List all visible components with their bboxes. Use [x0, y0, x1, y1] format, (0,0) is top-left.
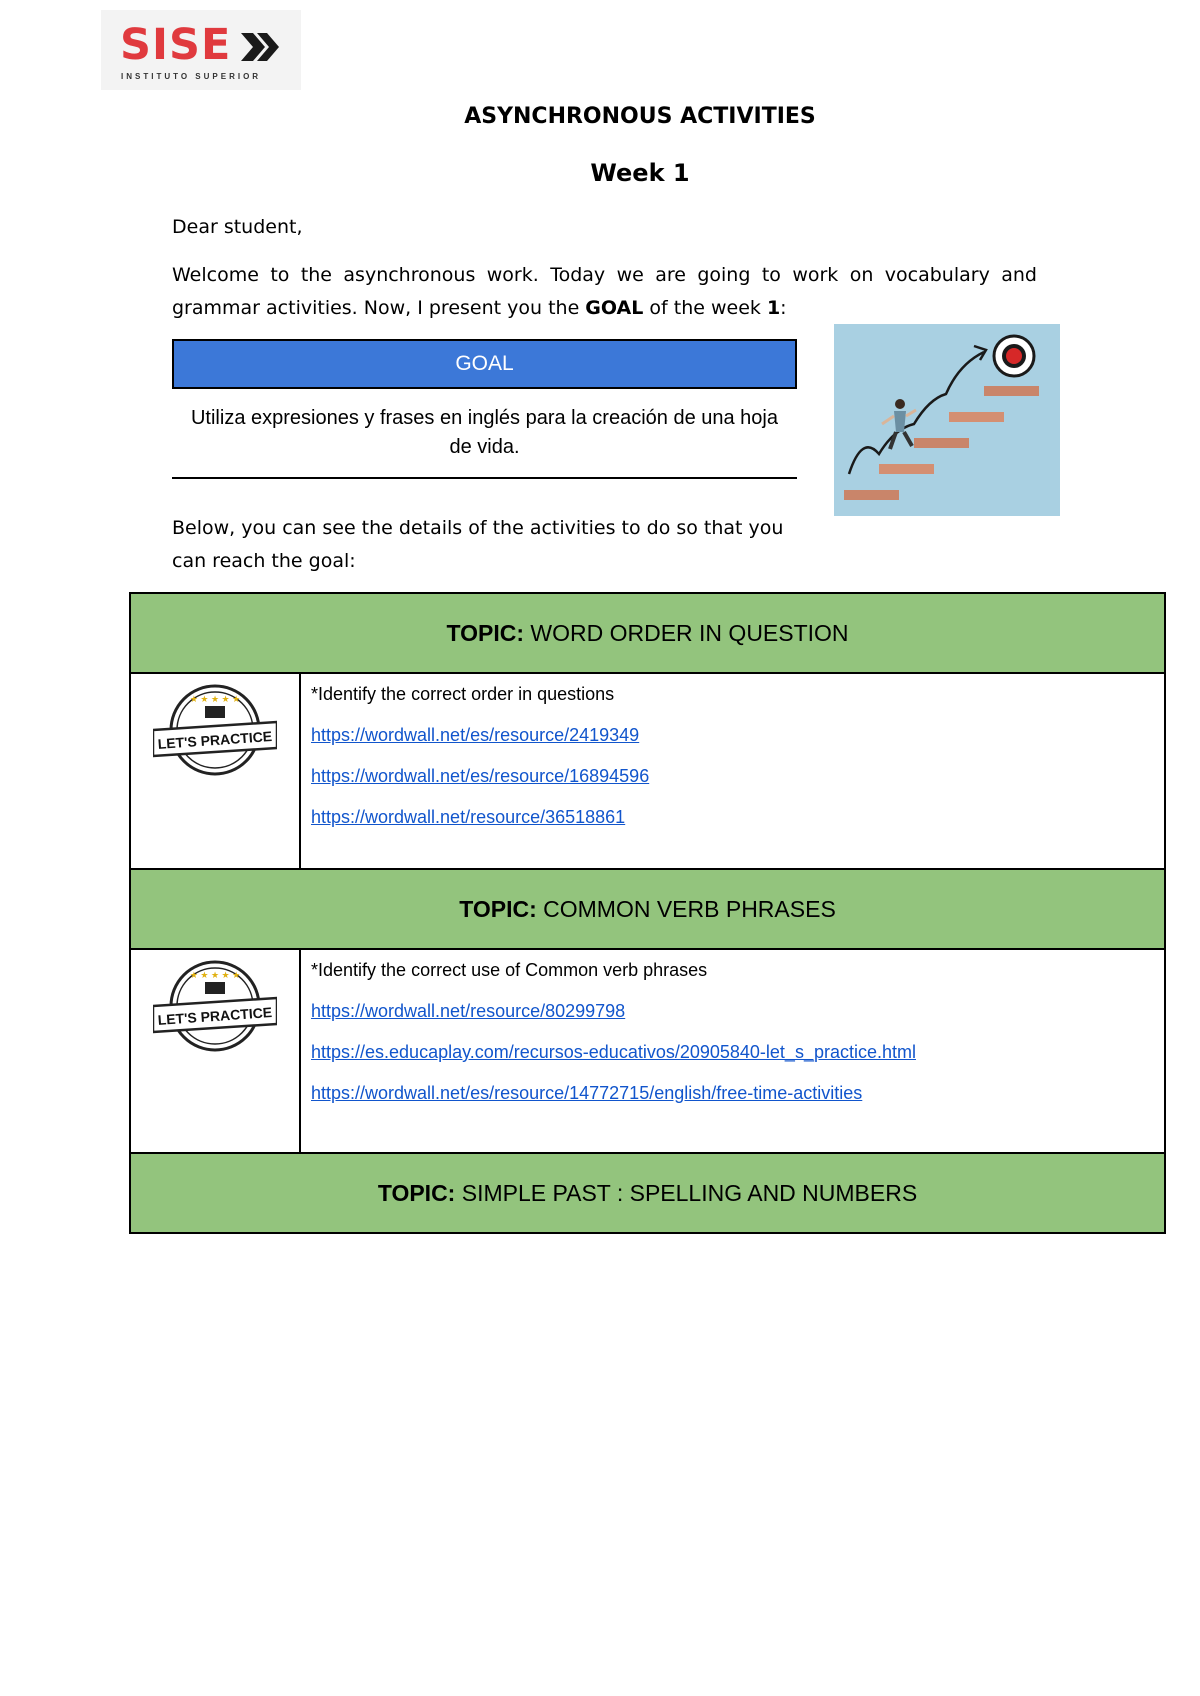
activity-link[interactable]: https://wordwall.net/es/resource/16894596	[311, 766, 650, 786]
goal-heading: GOAL	[172, 339, 797, 389]
badge-cell	[130, 949, 300, 1153]
topic-row	[130, 1153, 1165, 1233]
activity-link[interactable]: https://es.educaplay.com/recursos-educativos/20905840-let_s_practice.html	[311, 1042, 916, 1062]
lets-practice-badge-icon	[153, 958, 277, 1054]
goal-text: Utiliza expresiones y frases en inglés para la creación de una hoja de vida.	[172, 389, 797, 479]
badge-cell	[130, 673, 300, 869]
goal-box	[172, 339, 797, 481]
activity-link[interactable]: https://wordwall.net/resource/80299798	[311, 1001, 626, 1021]
svg-text:LET'S PRACTICE: LET'S PRACTICE	[157, 728, 273, 752]
activity-instruction: *Identify the correct use of Common verb phrases	[311, 960, 708, 980]
svg-text:★ ★ ★ ★ ★: ★ ★ ★ ★ ★	[189, 970, 241, 980]
topic-heading: TOPIC: SIMPLE PAST : SPELLING AND NUMBERS	[130, 1153, 1165, 1233]
activity-content	[300, 949, 1165, 1153]
lets-practice-badge-icon	[153, 682, 277, 778]
topics-table	[129, 592, 1166, 1234]
svg-text:★ ★ ★ ★ ★: ★ ★ ★ ★ ★	[189, 694, 241, 704]
svg-text:LET'S PRACTICE: LET'S PRACTICE	[157, 1004, 273, 1028]
activity-row	[130, 673, 1165, 869]
logo-subtitle: INSTITUTO SUPERIOR	[121, 72, 262, 81]
week-heading: Week 1	[590, 159, 690, 187]
logo-brand: SISE	[120, 20, 232, 70]
page-title: ASYNCHRONOUS ACTIVITIES	[464, 104, 816, 129]
activity-link[interactable]: https://wordwall.net/resource/36518861	[311, 807, 626, 827]
stairs-target-illustration	[834, 324, 1060, 516]
activity-content	[300, 673, 1165, 869]
activity-instruction: *Identify the correct order in questions	[311, 684, 615, 704]
topic-heading: TOPIC: WORD ORDER IN QUESTION	[130, 593, 1165, 673]
topic-row	[130, 869, 1165, 949]
chevron-arrows-icon	[239, 30, 283, 64]
topic-row	[130, 593, 1165, 673]
intro-paragraph: Welcome to the asynchronous work. Today we are going to work on vocabulary and grammar activities. Now, I present you the GOAL of the week 1:	[172, 264, 1037, 319]
activity-row	[130, 949, 1165, 1153]
details-paragraph: Below, you can see the details of the activities to do so that you can reach the goal:	[172, 517, 784, 572]
greeting: Dear student,	[172, 216, 303, 238]
sise-logo	[101, 10, 301, 90]
activity-link[interactable]: https://wordwall.net/es/resource/2419349	[311, 725, 640, 745]
activity-link[interactable]: https://wordwall.net/es/resource/14772715/english/free-time-activities	[311, 1083, 863, 1103]
topic-heading: TOPIC: COMMON VERB PHRASES	[130, 869, 1165, 949]
